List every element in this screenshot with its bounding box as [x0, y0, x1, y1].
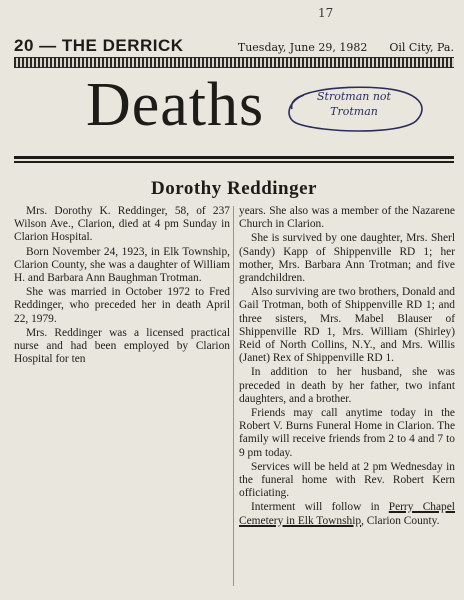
- paragraph: years. She also was a member of the Nazarene Church in Clarion.: [239, 205, 455, 231]
- paragraph: Born November 24, 1923, in Elk Township, Clarion County, she was a daughter of William H. and Barbara Ann Baughman Trotman.: [14, 245, 230, 285]
- title-rule-upper: [14, 156, 454, 159]
- masthead-section: 20 — THE DERRICK: [14, 36, 184, 55]
- paragraph: She is survived by one daughter, Mrs. Sherl (Sandy) Kapp of Shippenville RD 1; her mother, Mrs. Barbara Ann Trotman; and five grandchildren.: [239, 232, 455, 285]
- masthead-rule: [14, 57, 454, 68]
- masthead-date: Tuesday, June 29, 1982: [237, 41, 368, 54]
- paragraph: Friends may call anytime today in the Robert V. Burns Funeral Home in Clarion. The family will receive friends from 2 to 4 and 7 to 9 pm today.: [239, 407, 455, 459]
- obituary-headline: Dorothy Reddinger: [151, 178, 317, 199]
- page-number: 17: [318, 6, 334, 20]
- interment-paragraph: [239, 501, 455, 527]
- interment-cemetery: Perry Chapel Cemetery in Elk Township: [239, 501, 455, 527]
- masthead-info: [238, 41, 454, 54]
- handwritten-note-line1: Strotman not: [317, 90, 391, 103]
- handwritten-note-line2: Trotman: [330, 105, 378, 118]
- masthead: [14, 36, 454, 56]
- column-divider: [233, 206, 234, 586]
- paragraph: In addition to her husband, she was preceded in death by her father, two infant daughters, and a brother.: [239, 366, 455, 405]
- paragraph: Mrs. Reddinger was a licensed practical nurse and had been employed by Clarion Hospital for ten: [14, 326, 230, 366]
- paragraph: She was married in October 1972 to Fred Reddinger, who preceded her in death April 22, 1979.: [14, 286, 230, 325]
- handwritten-note: [280, 83, 428, 133]
- paragraph: Mrs. Dorothy K. Reddinger, 58, of 237 Wilson Ave., Clarion, died at 4 pm Sunday in Clarion Hospital.: [14, 205, 230, 244]
- interment-tail: , Clarion County.: [361, 514, 440, 527]
- interment-lead: Interment will follow in: [251, 501, 389, 514]
- paragraph: Also surviving are two brothers, Donald and Gail Trotman, both of Shippenville RD 1; and three sisters, Mrs. Mabel Blauser of Shippenville RD 1, Mrs. William (Shirley) Reid of North Collins, N.Y., and Mrs. Willis (Janet) Rex of Shippenville RD 1.: [239, 286, 455, 365]
- right-column: [239, 205, 455, 529]
- title-rule-lower: [14, 161, 454, 163]
- section-title: Deaths: [86, 71, 265, 139]
- masthead-place: Oil City, Pa.: [389, 41, 454, 54]
- paragraph: Services will be held at 2 pm Wednesday in the funeral home with Rev. Robert Kern officiating.: [239, 460, 455, 500]
- left-column: [14, 205, 230, 367]
